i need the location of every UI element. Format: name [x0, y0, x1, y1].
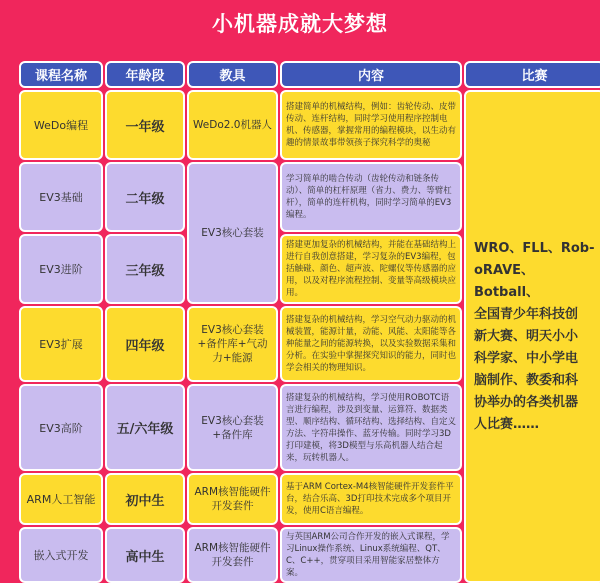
age-group: 三年级: [105, 234, 185, 304]
course-content: 基于ARM Cortex-M4核智能硬件开发套件平台，结合乐高、3D打印技术完成多个项目开发，使用C语言编程。: [280, 473, 462, 525]
course-content: 学习简单的啮合传动（齿轮传动和链条传动）、简单的杠杆原理（省力、费力、等臂杠杆），简单的连杆机构，同时学习简单的EV3编程。: [280, 162, 462, 232]
teaching-tool: ARM核智能硬件开发套件: [187, 473, 278, 525]
competition-line: 新大赛、明天小小: [474, 328, 579, 344]
course-name: 嵌入式开发: [19, 527, 103, 583]
teaching-tool: ARM核智能硬件开发套件: [187, 527, 278, 583]
competition-line: 人比赛……: [474, 416, 540, 432]
header-content: 内容: [280, 61, 462, 88]
competition-line: 科学家、中小学电: [474, 350, 579, 366]
competition-line: oRAVE、Botball、: [474, 262, 540, 300]
teaching-tool: EV3核心套装+备件库+气动力+能源: [187, 306, 278, 382]
teaching-tool: WeDo2.0机器人: [187, 90, 278, 160]
course-name: EV3扩展: [19, 306, 103, 382]
age-group: 四年级: [105, 306, 185, 382]
competition-line: WRO、FLL、Rob-: [474, 240, 595, 256]
competition-line: 协举办的各类机器: [474, 394, 579, 410]
age-group: 二年级: [105, 162, 185, 232]
course-name: EV3进阶: [19, 234, 103, 304]
course-name: WeDo编程: [19, 90, 103, 160]
course-name: EV3基础: [19, 162, 103, 232]
course-content: 搭建简单的机械结构，例如：齿轮传动、皮带传动、连杆结构，同时学习使用程序控制电机、传感器，掌握常用的编程模块，以生动有趣的情景故事带领孩子探究科学的奥秘: [280, 90, 462, 160]
course-content: 搭建复杂的机械结构，学习使用ROBOTC语言进行编程，涉及到变量、运算符、数据类型、顺序结构、循环结构、选择结构、自定义方法、字符串操作、蓝牙传输。同时学习3D打印建模，将3D模型与乐高机器人结合起来，玩转机器人。: [280, 384, 462, 471]
course-name: ARM人工智能: [19, 473, 103, 525]
header-competition: 比赛: [464, 61, 600, 88]
course-content: 与英国ARM公司合作开发的嵌入式课程，学习Linux操作系统、Linux系统编程、QT、C、C++，贯穿项目采用智能家居整体方案。: [280, 527, 462, 583]
competition-list: [464, 90, 600, 583]
competition-line: 脑制作、教委和科: [474, 372, 579, 388]
age-group: 一年级: [105, 90, 185, 160]
course-content: 搭建复杂的机械结构，学习空气动力驱动的机械装置，能源计量，动能、风能、太阳能等各种能量之间的能源转换，以及实验数据采集和分析。在实验中掌握探究知识的能力，同时也学会相关的物理知识。: [280, 306, 462, 382]
course-content: 搭建更加复杂的机械结构，并能在基础结构上进行自我创意搭建，学习复杂的EV3编程，包括触碰、颜色、超声波、陀螺仪等传感器的应用，以及对程序流程控制、变量等高级模块应用。: [280, 234, 462, 304]
competition-line: 全国青少年科技创: [474, 306, 579, 322]
header-age: 年龄段: [105, 61, 185, 88]
header-course: 课程名称: [19, 61, 103, 88]
teaching-tool: EV3核心套装+备件库: [187, 384, 278, 471]
age-group: 初中生: [105, 473, 185, 525]
age-group: 高中生: [105, 527, 185, 583]
header-tool: 教具: [187, 61, 278, 88]
course-name: EV3高阶: [19, 384, 103, 471]
page-title: 小机器成就大梦想: [212, 12, 388, 36]
teaching-tool: EV3核心套装: [187, 162, 278, 304]
course-table: [19, 61, 597, 581]
age-group: 五/六年级: [105, 384, 185, 471]
